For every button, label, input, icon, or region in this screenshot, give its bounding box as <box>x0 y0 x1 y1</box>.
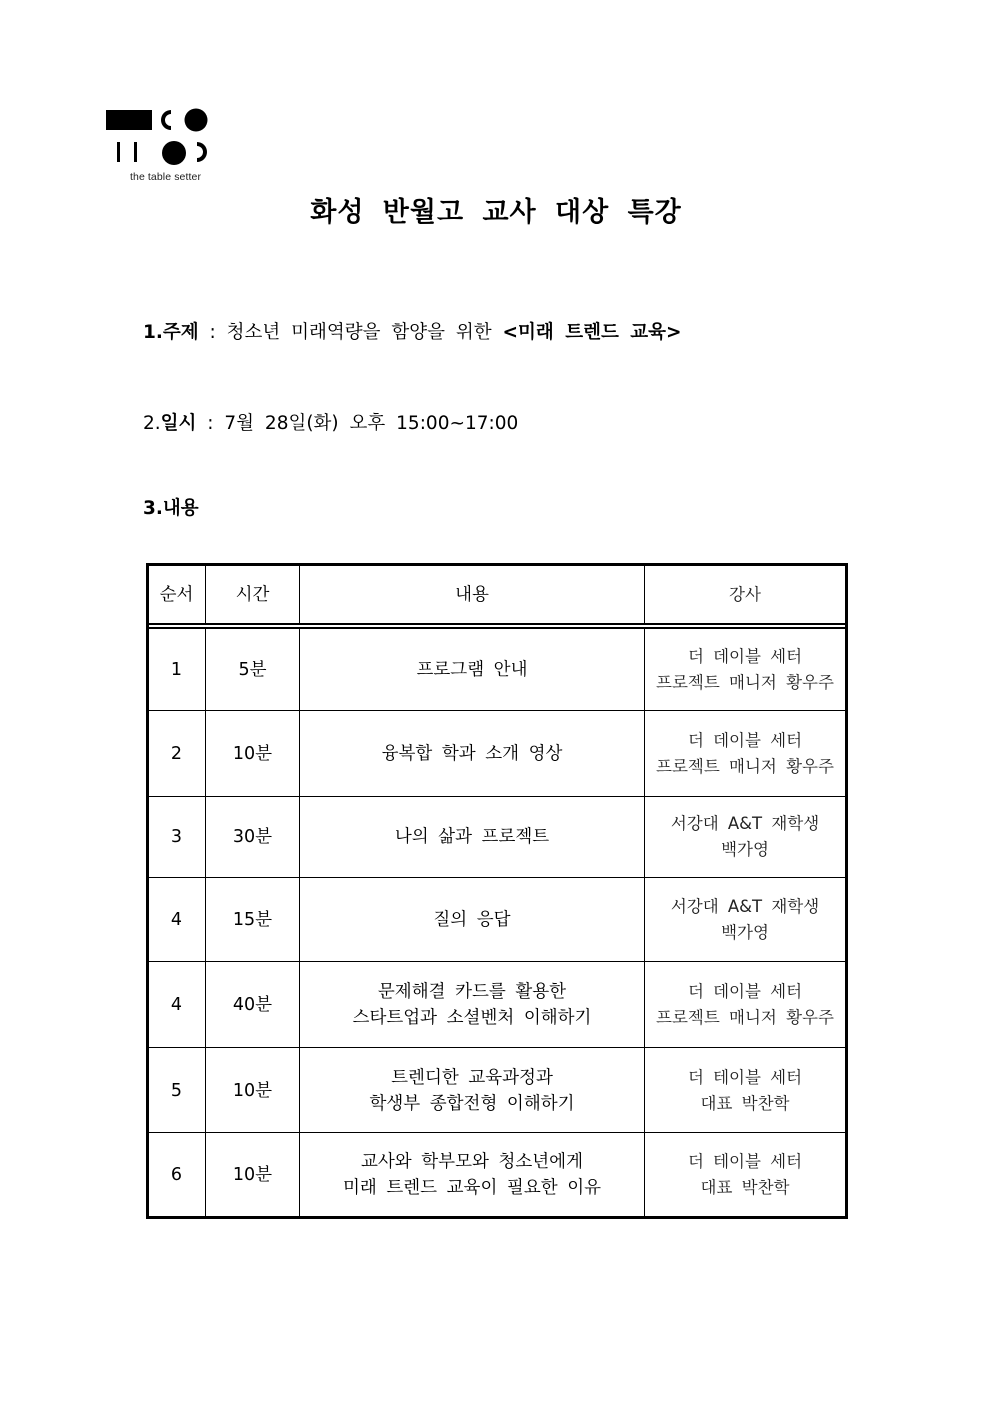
row-content: 융복합 학과 소개 영상 <box>299 711 644 796</box>
header-order: 순서 <box>159 585 194 605</box>
row-lecturer: 더 데이블 세터 프로젝트 매니저 황우주 <box>644 962 845 1047</box>
schedule-table <box>146 563 848 1219</box>
table-row <box>149 711 845 796</box>
row-order: 3 <box>170 827 183 847</box>
row-time: 10분 <box>205 1133 299 1216</box>
content-heading: 3.내용 <box>143 498 199 519</box>
document-title: 화성 반월고 교사 대상 특강 <box>310 197 682 228</box>
header-lecturer: 강사 <box>644 566 845 624</box>
table-row <box>149 1133 845 1216</box>
row-lecturer: 더 테이블 세터 대표 박찬학 <box>644 1048 845 1133</box>
row-order: 4 <box>170 994 183 1015</box>
row-order: 6 <box>170 1164 183 1185</box>
datetime-text: 7월 28일(화) 오후 15:00~17:00 <box>224 413 519 434</box>
row-lecturer: 더 데이블 세터 프로젝트 매니저 황우주 <box>644 711 845 796</box>
row-content: 트렌디한 교육과정과 학생부 종합전형 이해하기 <box>299 1048 644 1133</box>
table-row <box>149 962 845 1047</box>
row-time: 10분 <box>205 1048 299 1133</box>
row-lecturer: 서강대 A&T 재학생 백가영 <box>644 797 845 877</box>
topic-line <box>143 318 682 344</box>
table-row <box>149 797 845 877</box>
row-time: 15분 <box>205 878 299 961</box>
table-row <box>149 629 845 711</box>
row-time: 10분 <box>205 711 299 796</box>
row-time: 5분 <box>205 629 299 711</box>
row-content: 프로그램 안내 <box>299 629 644 711</box>
row-lecturer: 서강대 A&T 재학생 백가영 <box>644 878 845 961</box>
topic-separator: : <box>198 322 227 343</box>
row-content: 문제해결 카드를 활용한 스타트업과 소셜벤처 이해하기 <box>299 962 644 1047</box>
row-content: 질의 응답 <box>299 878 644 961</box>
topic-highlight: <미래 트렌드 교육> <box>502 322 682 343</box>
row-time: 40분 <box>205 962 299 1047</box>
topic-text: 청소년 미래역량을 함양을 위한 <box>226 322 503 343</box>
header-time: 시간 <box>205 566 299 624</box>
row-order: 1 <box>170 660 183 680</box>
topic-number: 1. <box>143 322 163 343</box>
datetime-line <box>143 409 518 435</box>
header-content: 내용 <box>299 566 644 624</box>
datetime-label: 일시 <box>160 413 197 434</box>
logo-tagline: the table setter <box>130 171 202 183</box>
the-table-setter-logo-icon <box>100 104 215 174</box>
row-content: 나의 삶과 프로젝트 <box>299 797 644 877</box>
table-header-row <box>149 566 845 624</box>
row-time: 30분 <box>205 797 299 877</box>
topic-label: 주제 <box>162 322 199 343</box>
row-content: 교사와 학부모와 청소년에게 미래 트렌드 교육이 필요한 이유 <box>299 1133 644 1216</box>
table-row <box>149 878 845 961</box>
row-lecturer: 더 테이블 세터 대표 박찬학 <box>644 1133 845 1216</box>
table-row <box>149 1048 845 1133</box>
row-order: 2 <box>170 743 183 764</box>
datetime-number: 2. <box>143 413 161 434</box>
datetime-separator: : <box>196 413 225 434</box>
row-order: 5 <box>170 1080 183 1101</box>
row-lecturer: 더 데이블 세터 프로젝트 매니저 황우주 <box>644 629 845 711</box>
row-order: 4 <box>170 909 183 930</box>
